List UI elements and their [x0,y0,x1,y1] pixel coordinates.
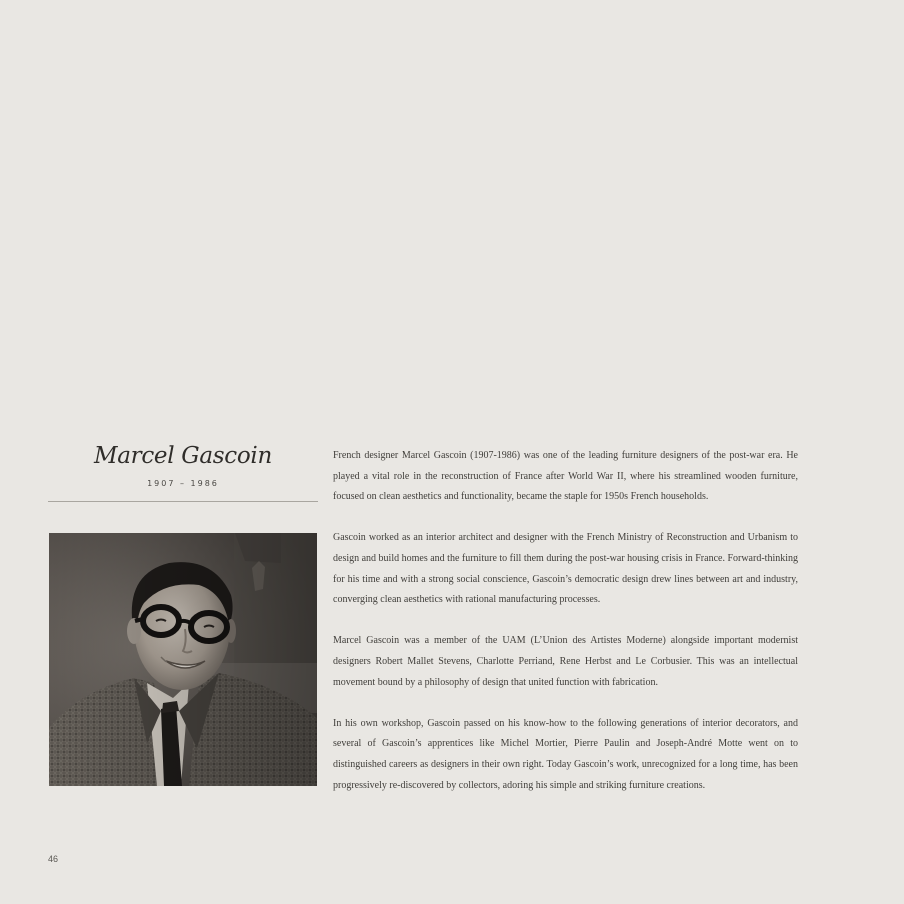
bio-paragraph: Gascoin worked as an interior architect and designer with the French Ministry of Reconstruction and Urbanism to design and build homes and the furniture to fill them during the post-war housing crisis in France. Forward-thinking for his time and with a strong social conscience, Gascoin’s democratic design drew lines between art and industry, converging clean aesthetics with rational manufacturing processes. [333,532,798,606]
page-number: 46 [48,854,59,864]
portrait-illustration [49,533,317,786]
portrait-photo [49,533,317,786]
bio-paragraph: French designer Marcel Gascoin (1907-1986) was one of the leading furniture designers of the post-war era. He played a vital role in the reconstruction of France after World War II, where his streamlined wooden furniture, focused on clean aesthetics and functionality, became the staple for 1950s French households. [333,450,798,503]
header-divider [48,501,318,502]
bio-paragraph: Marcel Gascoin was a member of the UAM (L’Union des Artistes Moderne) alongside important modernist designers Robert Mallet Stevens, Charlotte Perriand, Rene Herbst and Le Corbusier. This was an intellectual movement bound by a philosophy of design that united function with fabrication. [333,635,798,688]
biography [333,446,798,796]
designer-name: Marcel Gascoin [93,443,272,469]
bio-paragraph: In his own workshop, Gascoin passed on his know-how to the following generations of interior decorators, and several of Gascoin’s apprentices like Michel Mortier, Pierre Paulin and Joseph-André Motte went on to distinguished careers as designers in their own right. Today Gascoin’s work, unrecognized for a long time, has been progressively re-discovered by collectors, adoring his simple and striking furniture creations. [333,717,798,791]
designer-dates: 1907 – 1986 [147,479,219,488]
